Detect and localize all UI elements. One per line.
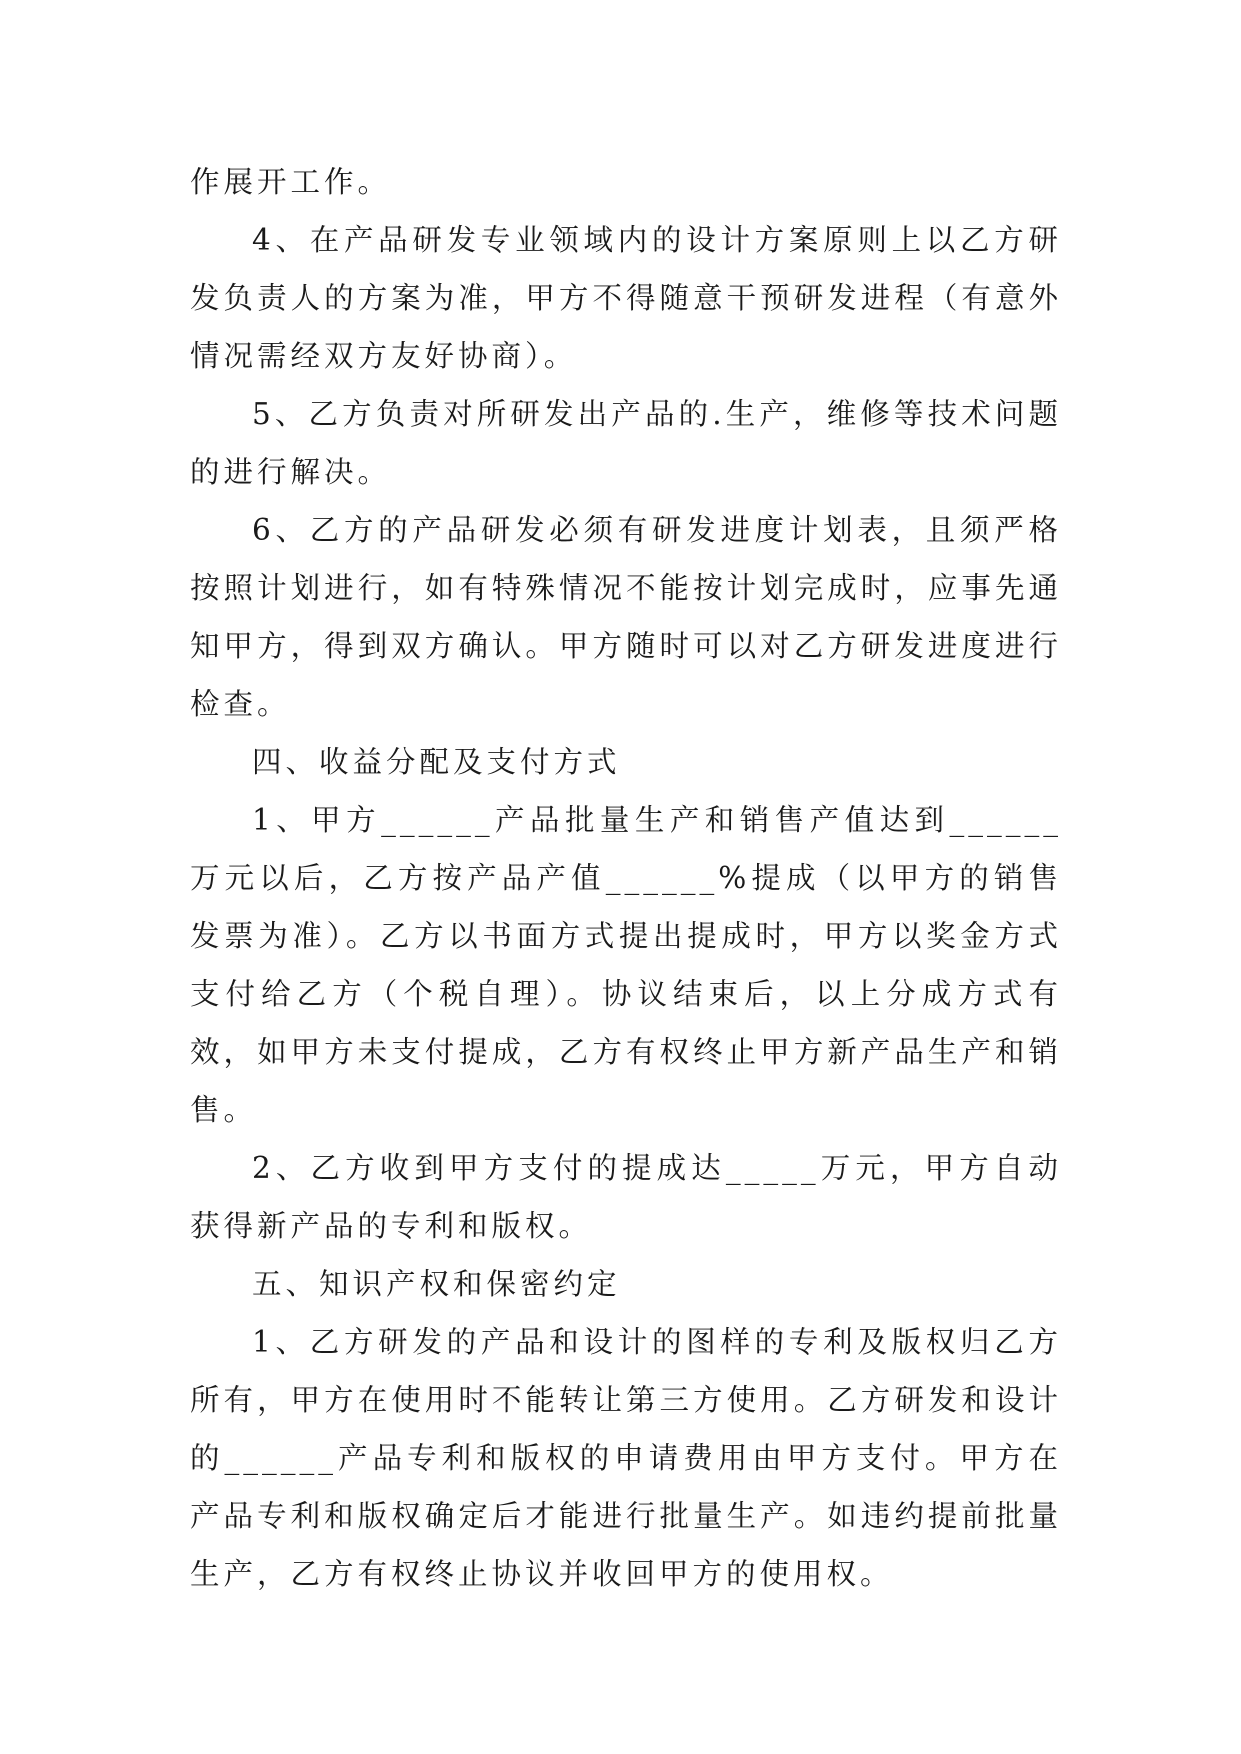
document-body — [190, 153, 1062, 1603]
clause-3-4: 4、在产品研发专业领域内的设计方案原则上以乙方研发负责人的方案为准，甲方不得随意干预研发进程（有意外情况需经双方友好协商）。 — [190, 223, 1062, 373]
section-heading-5: 五、知识产权和保密约定 — [252, 1267, 621, 1301]
clause-5-1: 1、乙方研发的产品和设计的图样的专利及版权归乙方所有，甲方在使用时不能转让第三方使用。乙方研发和设计的______产品专利和版权的申请费用由甲方支付。甲方在产品专利和版权确定后才能进行批量生产。如违约提前批量生产，乙方有权终止协议并收回甲方的使用权。 — [190, 1325, 1062, 1591]
clause-3-6: 6、乙方的产品研发必须有研发进度计划表，且须严格按照计划进行，如有特殊情况不能按计划完成时，应事先通知甲方，得到双方确认。甲方随时可以对乙方研发进度进行检查。 — [190, 513, 1062, 721]
section-heading-4: 四、收益分配及支付方式 — [252, 745, 621, 779]
clause-4-1: 1、甲方______产品批量生产和销售产值达到______万元以后，乙方按产品产值______%提成（以甲方的销售发票为准）。乙方以书面方式提出提成时，甲方以奖金方式支付给乙方（个税自理）。协议结束后，以上分成方式有效，如甲方未支付提成，乙方有权终止甲方新产品生产和销售。 — [190, 803, 1062, 1127]
paragraph-continuation: 作展开工作。 — [190, 165, 392, 199]
clause-3-5: 5、乙方负责对所研发出产品的.生产，维修等技术问题的进行解决。 — [190, 397, 1062, 489]
clause-4-2: 2、乙方收到甲方支付的提成达_____万元，甲方自动获得新产品的专利和版权。 — [190, 1151, 1062, 1243]
